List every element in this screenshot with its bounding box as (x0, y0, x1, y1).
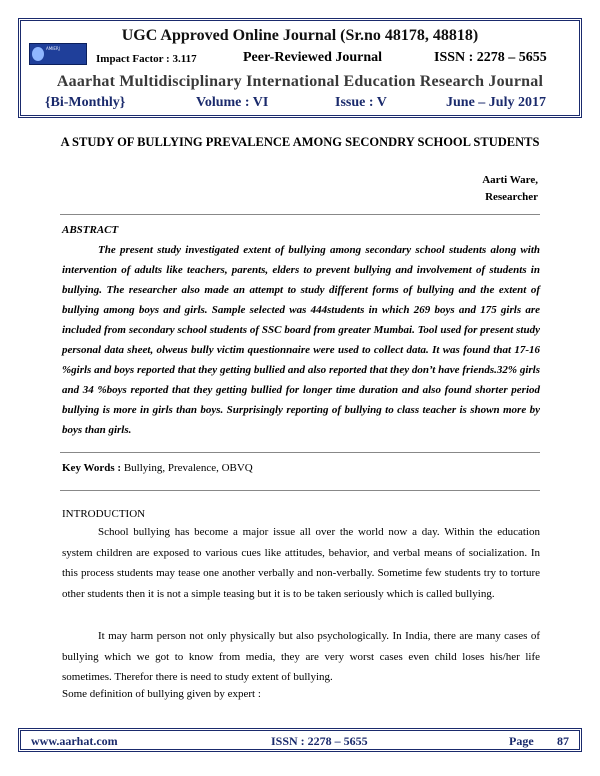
author-role: Researcher (485, 191, 538, 203)
ugc-approval-line: UGC Approved Online Journal (Sr.no 48178, 48818) (121, 27, 479, 44)
introduction-paragraph-2: It may harm person not only physically but also psychologically. In India, there are many cases of bullying which we got to know from media, they are very worst cases even child loses his/her life sometimes. Therefor there is need to study extent of bullying. (62, 630, 540, 684)
author-block (482, 172, 538, 206)
footer-page-label: Page (509, 734, 534, 748)
issue-date: June – July 2017 (446, 95, 546, 110)
impact-factor: Impact Factor : 3.117 (96, 53, 197, 65)
volume-label: Volume : VI (196, 95, 269, 110)
author-name: Aarti Ware, (482, 174, 538, 186)
logo-emblem (32, 47, 44, 61)
page-footer (18, 728, 582, 752)
peer-reviewed-label: Peer-Reviewed Journal (243, 50, 383, 65)
divider-top (60, 214, 540, 215)
introduction-paragraph-1: School bullying has become a major issue all over the world now a day. Within the education system children are exposed to various cues like attitudes, behavior, and verbal means of socialization. In this process students may tease one another verbally and non-verbally. Sometime few students try to torture other students then it is not a simple teasing but it is to be taken seriously which is called bullying. (62, 526, 540, 600)
keywords-value: Bullying, Prevalence, OBVQ (123, 462, 253, 474)
abstract-heading: ABSTRACT (62, 224, 119, 236)
journal-name: Aaarhat Multidisciplinary International Education Research Journal (56, 73, 544, 90)
logo-text: AMIERJ (46, 46, 60, 51)
keywords-label: Key Words : (62, 462, 122, 474)
keywords-line (62, 462, 253, 474)
header-issn: ISSN : 2278 – 5655 (434, 50, 547, 65)
introduction-paragraph-3: Some definition of bullying given by expert : (62, 688, 261, 700)
issue-label: Issue : V (335, 95, 387, 110)
footer-issn: ISSN : 2278 – 5655 (271, 734, 368, 748)
journal-logo-icon (29, 43, 87, 65)
divider-keywords-bottom (60, 490, 540, 491)
frequency-label: {Bi-Monthly} (45, 95, 126, 110)
article-title: A STUDY OF BULLYING PREVALENCE AMONG SECONDRY SCHOOL STUDENTS (60, 135, 540, 149)
abstract-body: The present study investigated extent of bullying among secondary school students along with intervention of adults like teachers, parents, elders to prevent bullying and involvement of students in bullying. The researcher also made an attempt to study different forms of bullying and the extent of bullying among boys and girls. Sample selected was 444students in which 269 boys and 175 girls are included from secondary school students of SSC board from greater Mumbai. Tool used for present study personal data sheet, olweus bully victim questionnaire were used to collect data. It was found that 17-16 %girls and boys reported that they getting bullied and also reported that they don’t have friends.32% girls and 34 %boys reported that they getting bullied for longer time duration and also found shorter period bullying is more in girls than boys. Surprisingly reporting of bullying to class teacher is shown more by boys than girls. (62, 244, 540, 436)
footer-page-number: 87 (557, 734, 569, 748)
journal-header (18, 18, 582, 118)
footer-website-link[interactable]: www.aarhat.com (31, 734, 118, 748)
introduction-heading: INTRODUCTION (62, 508, 146, 520)
divider-abstract-bottom (60, 452, 540, 453)
